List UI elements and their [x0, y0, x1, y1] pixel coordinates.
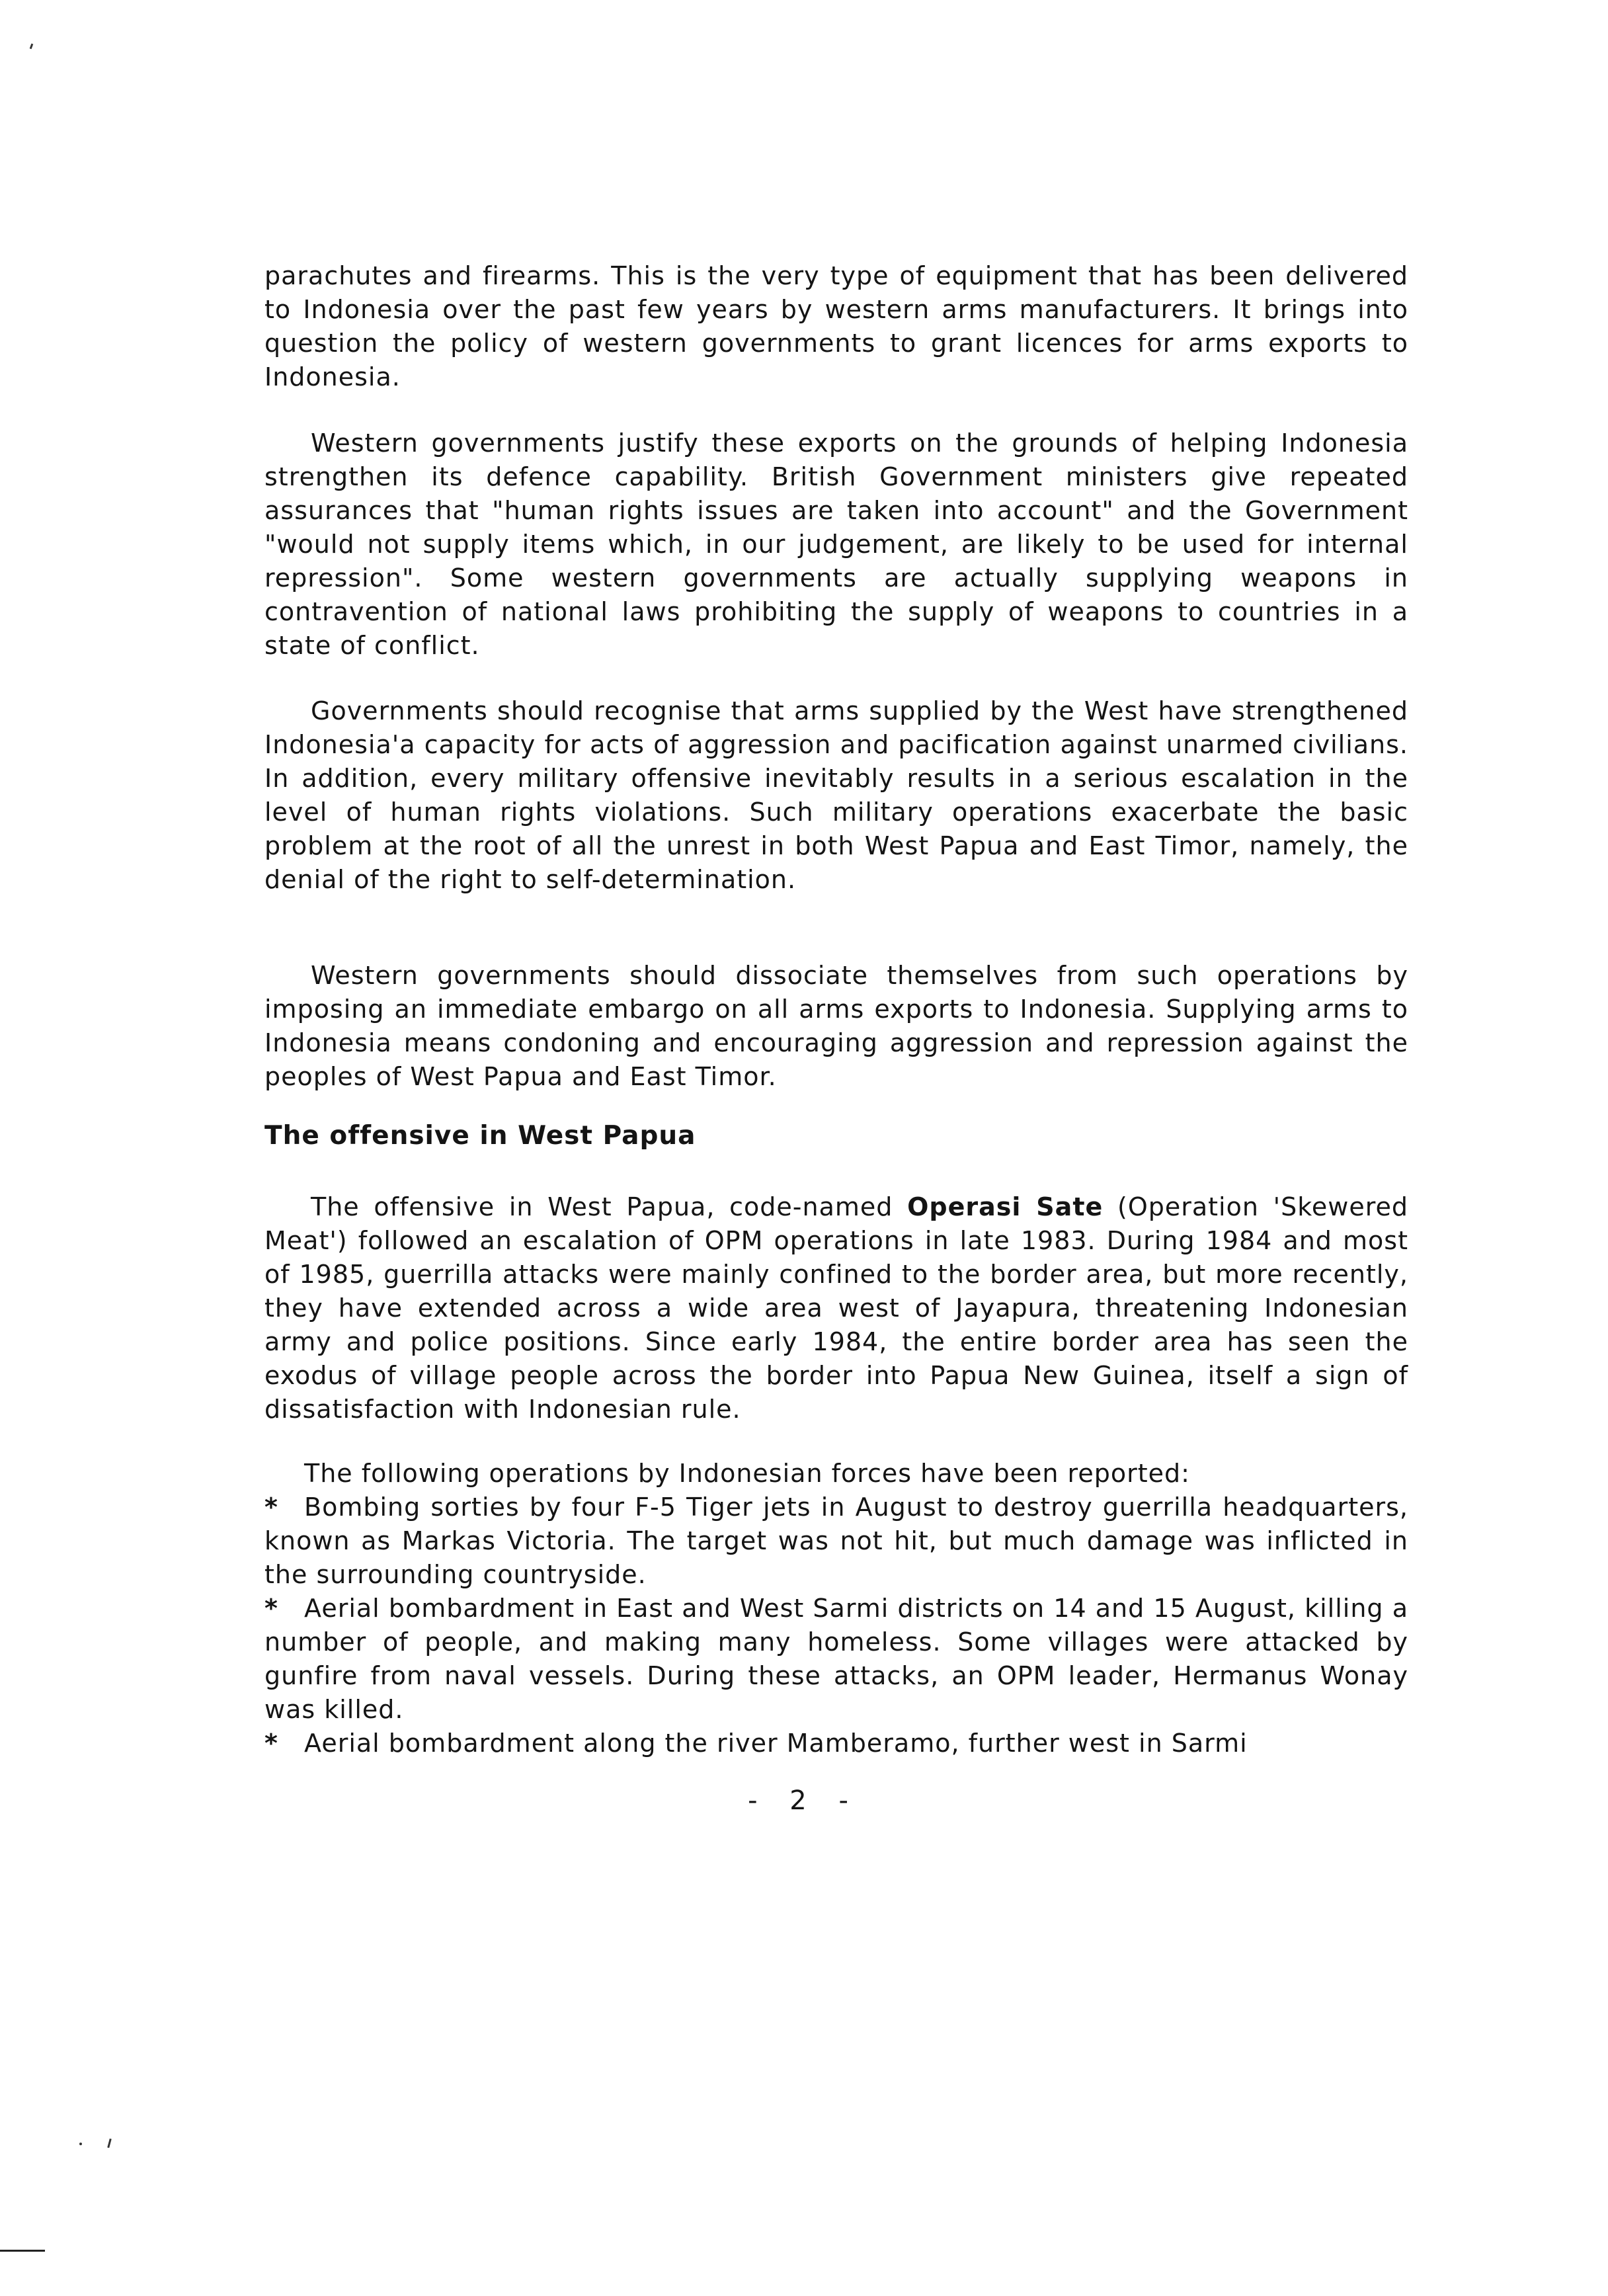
scan-speck — [79, 2143, 82, 2145]
paragraph-embargo: Western governments should dissociate themselves from such operations by imposing an immediate embargo on all arms exports to Indonesia. Supplying arms to Indonesia means condoning and encouraging aggression and repression against the peoples of West Papua and East Timor. — [264, 961, 1408, 1091]
operations-list — [264, 1457, 1408, 1760]
bullet-star-icon: * — [264, 1729, 278, 1758]
offensive-text-after: (Operation 'Skewered Meat') followed an escalation of OPM operations in late 1983. During 1984 and most of 1985, guerrilla attacks were mainly confined to the border area, but more recently, they have extended across a wide area west of Jayapura, threatening Indonesian army and police positions. Since early 1984, the entire border area has seen the exodus of village people across the border into Papua New Guinea, itself a sign of dissatisfaction with Indonesian rule. — [264, 1192, 1409, 1424]
page-number: - 2 - — [748, 1785, 860, 1816]
list-item — [264, 1592, 1408, 1727]
bullet-text: Bombing sorties by four F-5 Tiger jets in August to destroy guerrilla headquarters, known as Markas Victoria. The target was not hit, but much damage was inflicted in the surrounding countryside. — [264, 1493, 1408, 1589]
scan-speck — [30, 44, 34, 50]
paragraph-governments-recognise: Governments should recognise that arms supplied by the West have strengthened Indonesia'a capacity for acts of aggression and pacification against unarmed civilians. In addition, every military offensive inevitably results in a serious escalation in the level of human rights violations. Such military operations exacerbate the basic problem at the root of all the unrest in both West Papua and East Timor, namely, the denial of the right to self-determination. — [264, 696, 1408, 894]
operations-intro: The following operations by Indonesian forces have been reported: — [304, 1459, 1190, 1488]
list-item — [264, 1491, 1408, 1592]
scan-speck — [107, 2139, 112, 2148]
section-heading: The offensive in West Papua — [264, 1121, 696, 1151]
offensive-text-before: The offensive in West Papua, code-named — [311, 1192, 908, 1221]
scan-edge-mark — [0, 2250, 45, 2252]
paragraph-western-justification: Western governments justify these exports on the grounds of helping Indonesia strengthen its defence capability. British Government ministers give repeated assurances that "human rights issues are taken into account" and the Government "would not supply items which, in our judgement, are likely to be used for internal repression". Some western governments are actually supplying weapons in contravention of national laws prohibiting the supply of weapons to countries in a state of conflict. — [264, 429, 1408, 660]
bullet-text: Aerial bombardment in East and West Sarmi districts on 14 and 15 August, killing a number of people, and making many homeless. Some villages were attacked by gunfire from naval vessels. During these attacks, an OPM leader, Hermanus Wonay was killed. — [264, 1594, 1408, 1724]
operation-name: Operasi Sate — [907, 1192, 1104, 1221]
bullet-text: Aerial bombardment along the river Mamberamo, further west in Sarmi — [304, 1729, 1248, 1758]
paragraph-arms-exports: parachutes and firearms. This is the very type of equipment that has been delivered to Indonesia over the past few years by western arms manufacturers. It brings into question the policy of western governments to grant licences for arms exports to Indonesia. — [264, 261, 1408, 391]
list-item — [264, 1727, 1408, 1760]
bullet-star-icon: * — [264, 1493, 278, 1522]
bullet-star-icon: * — [264, 1594, 278, 1623]
paragraph-offensive — [264, 1190, 1408, 1426]
